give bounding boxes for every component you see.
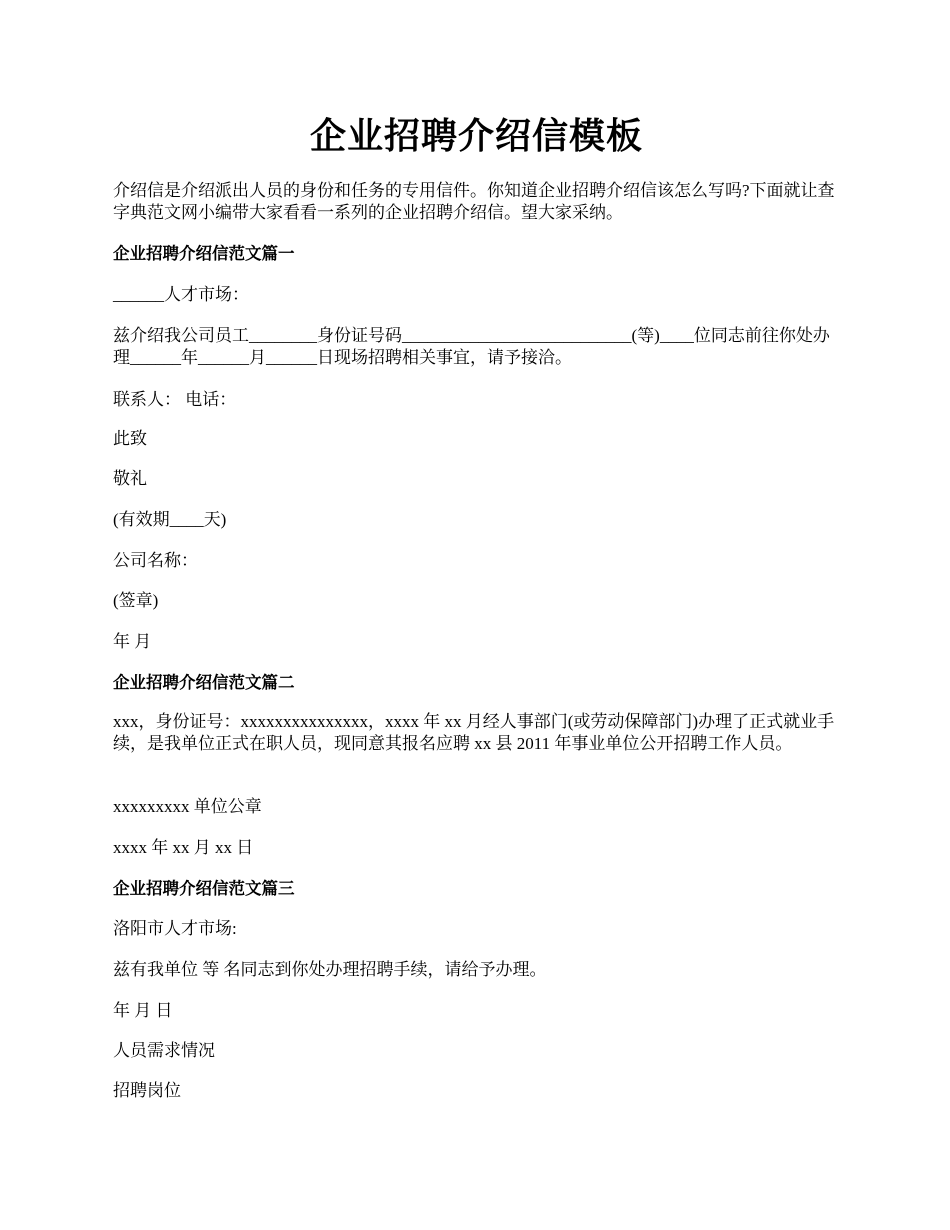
section2-body: xxx，身份证号：xxxxxxxxxxxxxxx，xxxx 年 xx 月经人事部门(或劳动保障部门)办理了正式就业手续，是我单位正式在职人员，现同意其报名应聘 xx 县 2011 年事业单位公开招聘工作人员。 bbox=[113, 712, 835, 753]
section1-company: 公司名称： bbox=[113, 551, 198, 570]
intro-paragraph: 介绍信是介绍派出人员的身份和任务的专用信件。你知道企业招聘介绍信该怎么写吗?下面就让查字典范文网小编带大家看看一系列的企业招聘介绍信。望大家采纳。 bbox=[113, 181, 835, 222]
section1-validity: (有效期____天) bbox=[113, 510, 227, 529]
section2-heading: 企业招聘介绍信范文篇二 bbox=[113, 673, 295, 692]
section1-seal: (签章) bbox=[113, 591, 159, 610]
section1-addressee: ______人才市场： bbox=[113, 285, 249, 304]
section3-date: 年 月 日 bbox=[113, 1001, 173, 1020]
section2-date: xxxx 年 xx 月 xx 日 bbox=[113, 838, 254, 857]
section1-date: 年 月 bbox=[113, 632, 152, 651]
section3-addressee: 洛阳市人才市场: bbox=[113, 919, 237, 938]
section1-heading: 企业招聘介绍信范文篇一 bbox=[113, 244, 295, 263]
section1-contact: 联系人： 电话： bbox=[113, 390, 237, 409]
section1-body: 兹介绍我公司员工________身份证号码___________________________(等)____位同志前往你处办理______年______月______日现场招聘相关事宜，请予接洽。 bbox=[113, 326, 830, 367]
document-title: 企业招聘介绍信模板 bbox=[309, 116, 643, 156]
section3-position: 招聘岗位 bbox=[113, 1081, 181, 1100]
section3-body: 兹有我单位 等 名同志到你处办理招聘手续，请给予办理。 bbox=[113, 960, 547, 979]
section1-closing-greeting: 此致 bbox=[113, 429, 147, 448]
section1-closing-regards: 敬礼 bbox=[113, 469, 147, 488]
section3-heading: 企业招聘介绍信范文篇三 bbox=[113, 879, 295, 898]
section2-seal: xxxxxxxxx 单位公章 bbox=[113, 797, 262, 816]
section3-needs: 人员需求情况 bbox=[113, 1041, 215, 1060]
